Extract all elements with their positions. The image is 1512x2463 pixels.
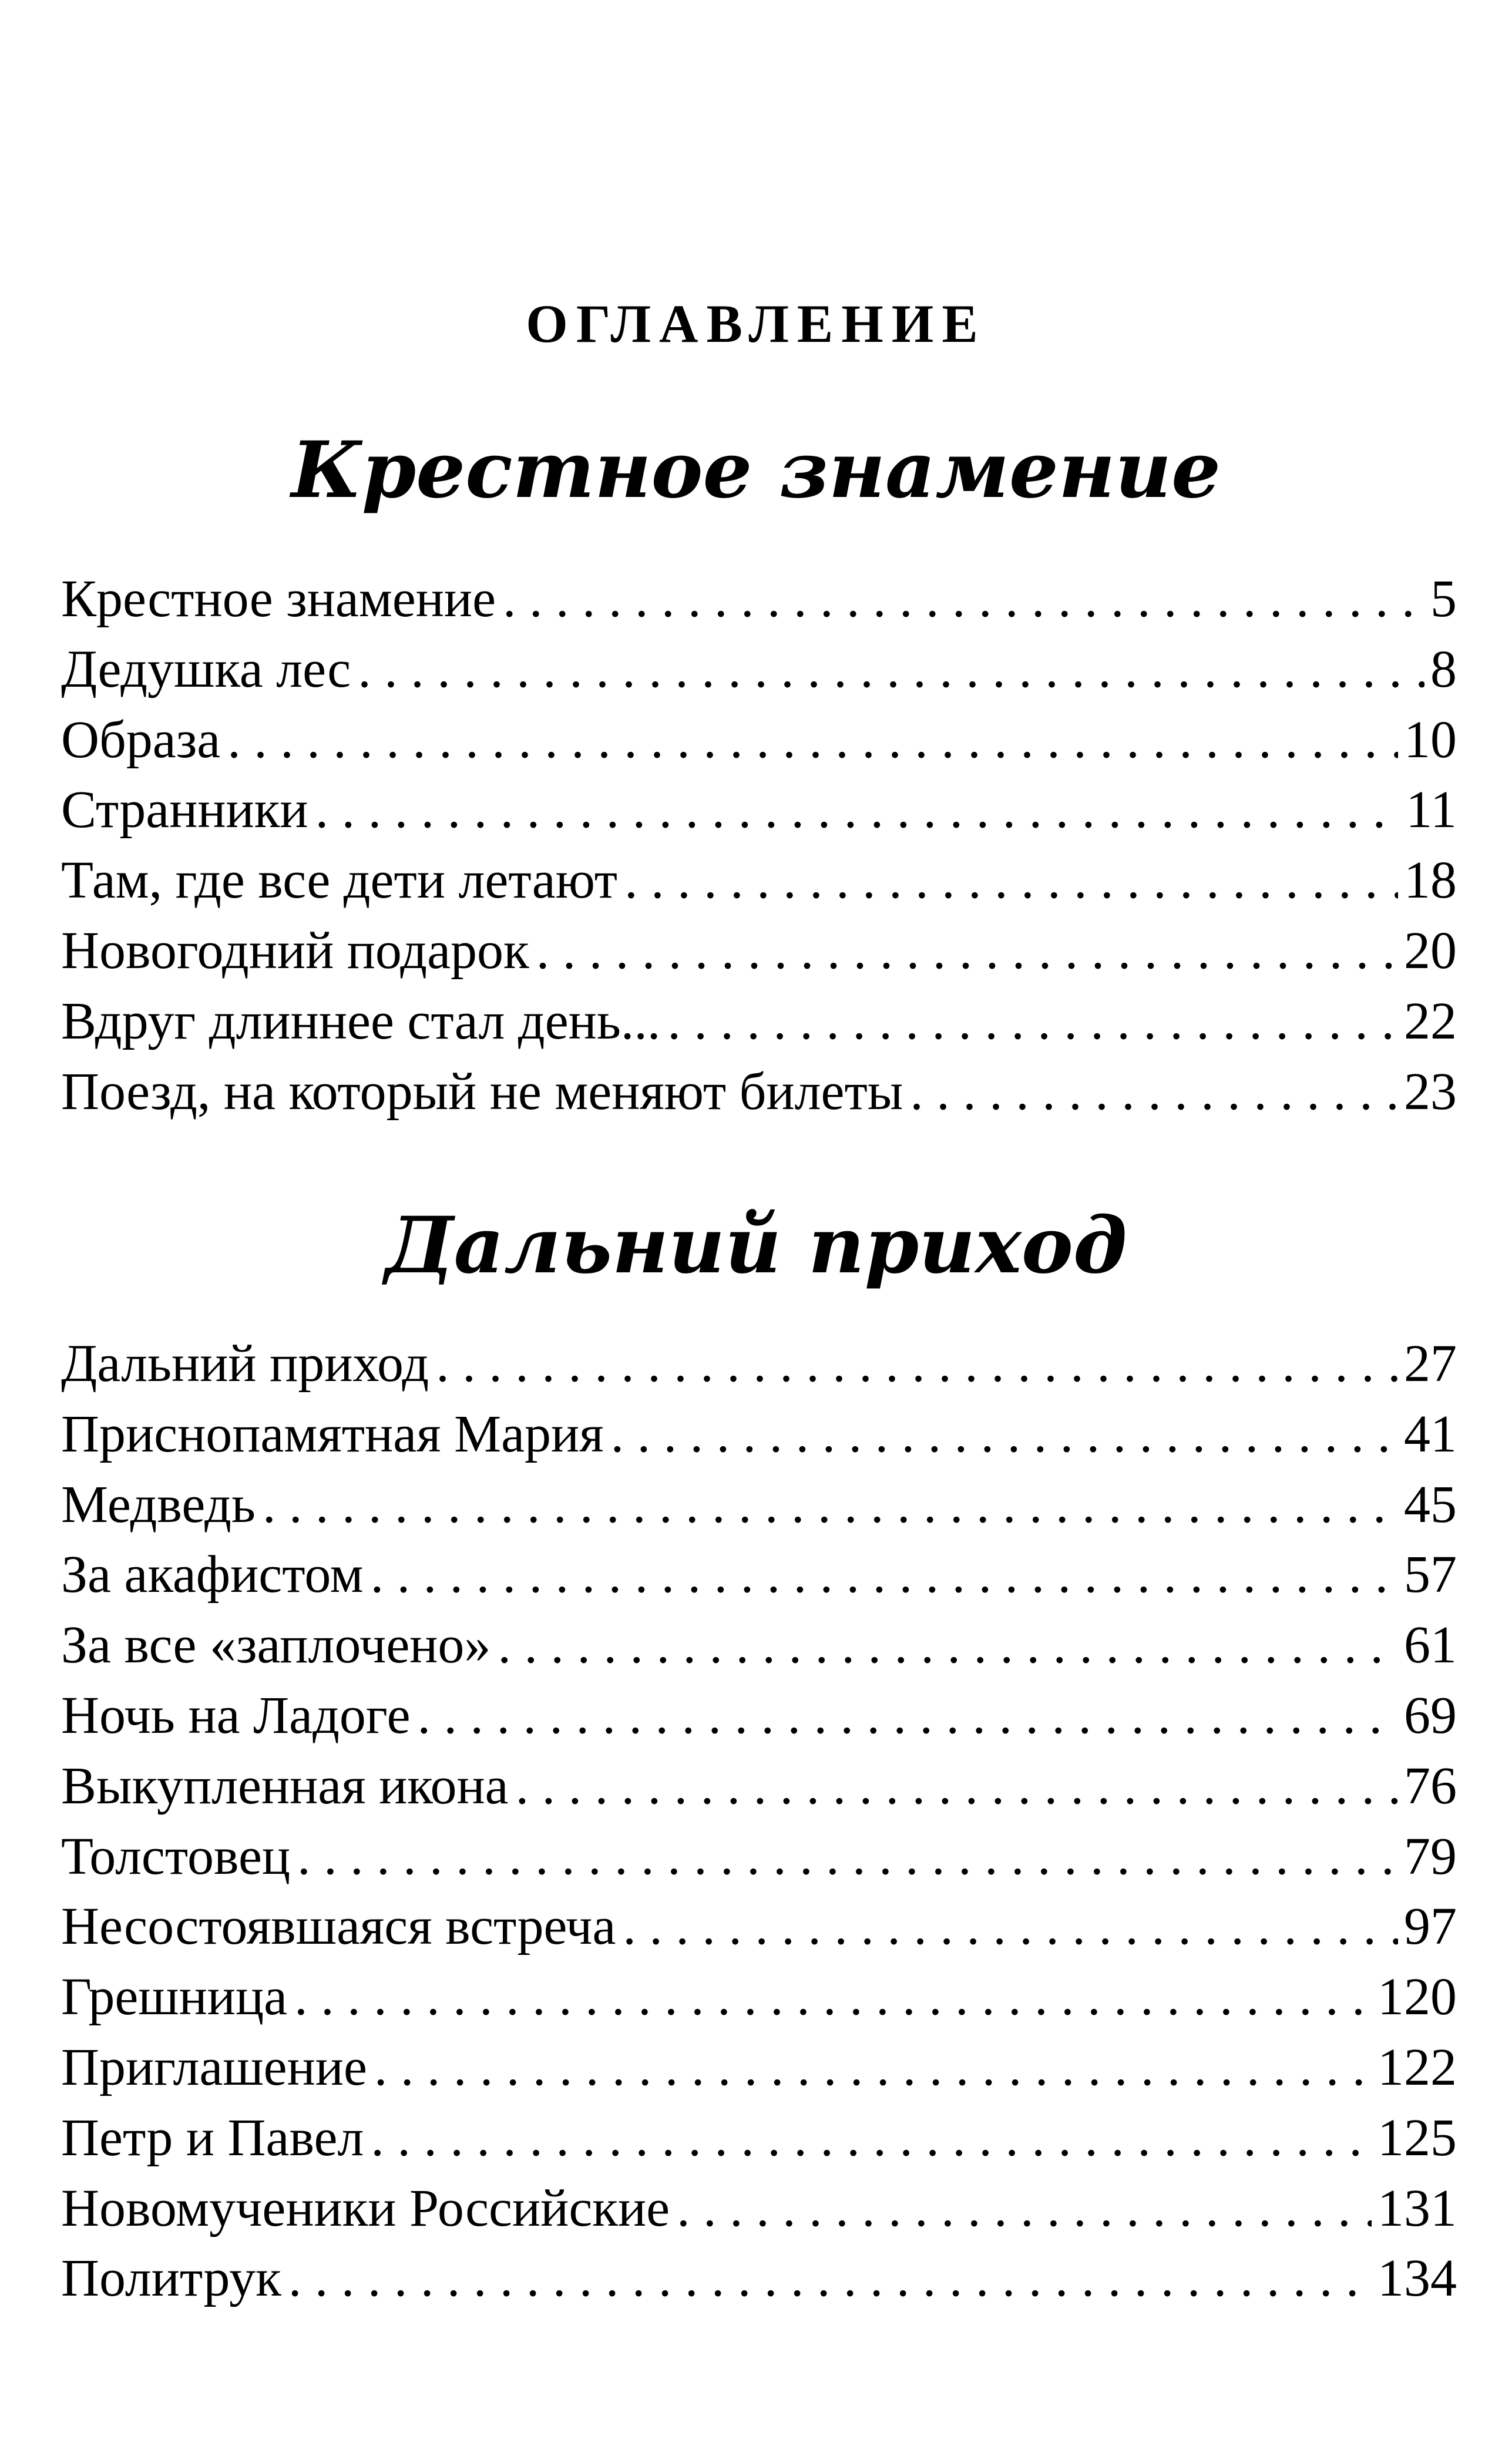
entry-title: Петр и Павел [61,2108,364,2167]
dot-leader [418,1681,1398,1751]
dot-leader [498,1610,1398,1681]
entry-title: Приглашение [61,2038,367,2096]
entry-page-number: 10 [1404,710,1457,769]
dot-leader [667,986,1398,1057]
toc-entry [61,986,1457,1057]
entry-page-number: 5 [1430,570,1457,628]
entry-page-number: 57 [1404,1545,1457,1604]
toc-entry [61,1329,1457,1399]
entry-title: Вдруг длиннее стал день... [61,992,661,1050]
toc-entry [61,1610,1457,1681]
entry-title: Медведь [61,1475,256,1534]
entry-title: За все «заплочено» [61,1616,491,1675]
entry-title: Дальний приход [61,1335,429,1393]
entry-title: Образа [61,710,221,769]
toc-entry [61,2173,1457,2244]
entry-title: Странники [61,781,308,839]
entry-page-number: 22 [1404,992,1457,1050]
dot-leader [371,1540,1398,1610]
entry-page-number: 69 [1404,1686,1457,1745]
toc-entry [61,564,1457,634]
dot-leader [503,564,1424,634]
entry-page-number: 131 [1377,2179,1457,2237]
toc-list [61,564,1457,1127]
toc-entry [61,2103,1457,2173]
entry-title: Приснопамятная Мария [61,1404,604,1463]
dot-leader [677,2173,1372,2244]
toc-entry [61,2243,1457,2314]
toc-entry [61,916,1457,986]
entry-page-number: 41 [1404,1404,1457,1463]
entry-page-number: 120 [1377,1968,1457,2027]
section-heading: Крестное знамение [291,425,1221,516]
dot-leader [623,1891,1398,1962]
entry-page-number: 8 [1430,640,1457,698]
toc-list [61,1329,1457,2314]
dot-leader [536,916,1398,986]
entry-page-number: 27 [1404,1335,1457,1393]
entry-page-number: 18 [1404,851,1457,910]
toc-entry [61,1057,1457,1127]
entry-title: Грешница [61,1968,288,2027]
entry-title: Новогодний подарок [61,921,529,980]
dot-leader [371,2103,1372,2173]
page-title: ОГЛАВЛЕНИЕ [526,294,986,354]
toc-entry [61,1822,1457,1892]
entry-page-number: 134 [1377,2249,1457,2308]
entry-title: Ночь на Ладоге [61,1686,411,1745]
dot-leader [910,1057,1398,1127]
entry-page-number: 125 [1377,2108,1457,2167]
dot-leader [288,2243,1372,2314]
entry-title: За акафистом [61,1545,364,1604]
toc-entry [61,1540,1457,1610]
entry-page-number: 61 [1404,1616,1457,1675]
entry-title: Дедушка лес [61,640,351,698]
dot-leader [263,1470,1398,1540]
toc-entry [61,1891,1457,1962]
toc-entry [61,775,1457,845]
dot-leader [297,1822,1398,1892]
toc-entry [61,2032,1457,2103]
entry-page-number: 76 [1404,1756,1457,1815]
entry-page-number: 20 [1404,921,1457,980]
dot-leader [315,775,1400,845]
entry-page-number: 11 [1406,781,1457,839]
entry-title: Выкупленная икона [61,1756,509,1815]
dot-leader [624,845,1398,916]
entry-title: Там, где все дети летают [61,851,618,910]
toc-entry [61,845,1457,916]
section-heading: Дальний приход [385,1200,1127,1291]
toc-entry [61,1470,1457,1540]
entry-page-number: 97 [1404,1897,1457,1956]
entry-page-number: 45 [1404,1475,1457,1534]
toc-entry [61,705,1457,775]
dot-leader [294,1962,1372,2032]
entry-page-number: 23 [1404,1062,1457,1121]
entry-title: Поезд, на который не меняют билеты [61,1062,903,1121]
toc-entry [61,1399,1457,1470]
dot-leader [436,1329,1398,1399]
entry-page-number: 122 [1377,2038,1457,2096]
entry-title: Новомученики Российские [61,2179,670,2237]
dot-leader [516,1751,1398,1822]
dot-leader [227,705,1398,775]
toc-entry [61,1751,1457,1822]
entry-title: Политрук [61,2249,281,2308]
toc-entry [61,1681,1457,1751]
dot-leader [374,2032,1372,2103]
dot-leader [358,634,1424,705]
entry-title: Толстовец [61,1827,291,1886]
entry-title: Несостоявшаяся встреча [61,1897,616,1956]
entry-title: Крестное знамение [61,570,496,628]
toc-entry [61,1962,1457,2032]
entry-page-number: 79 [1404,1827,1457,1886]
dot-leader [611,1399,1398,1470]
toc-entry [61,634,1457,705]
